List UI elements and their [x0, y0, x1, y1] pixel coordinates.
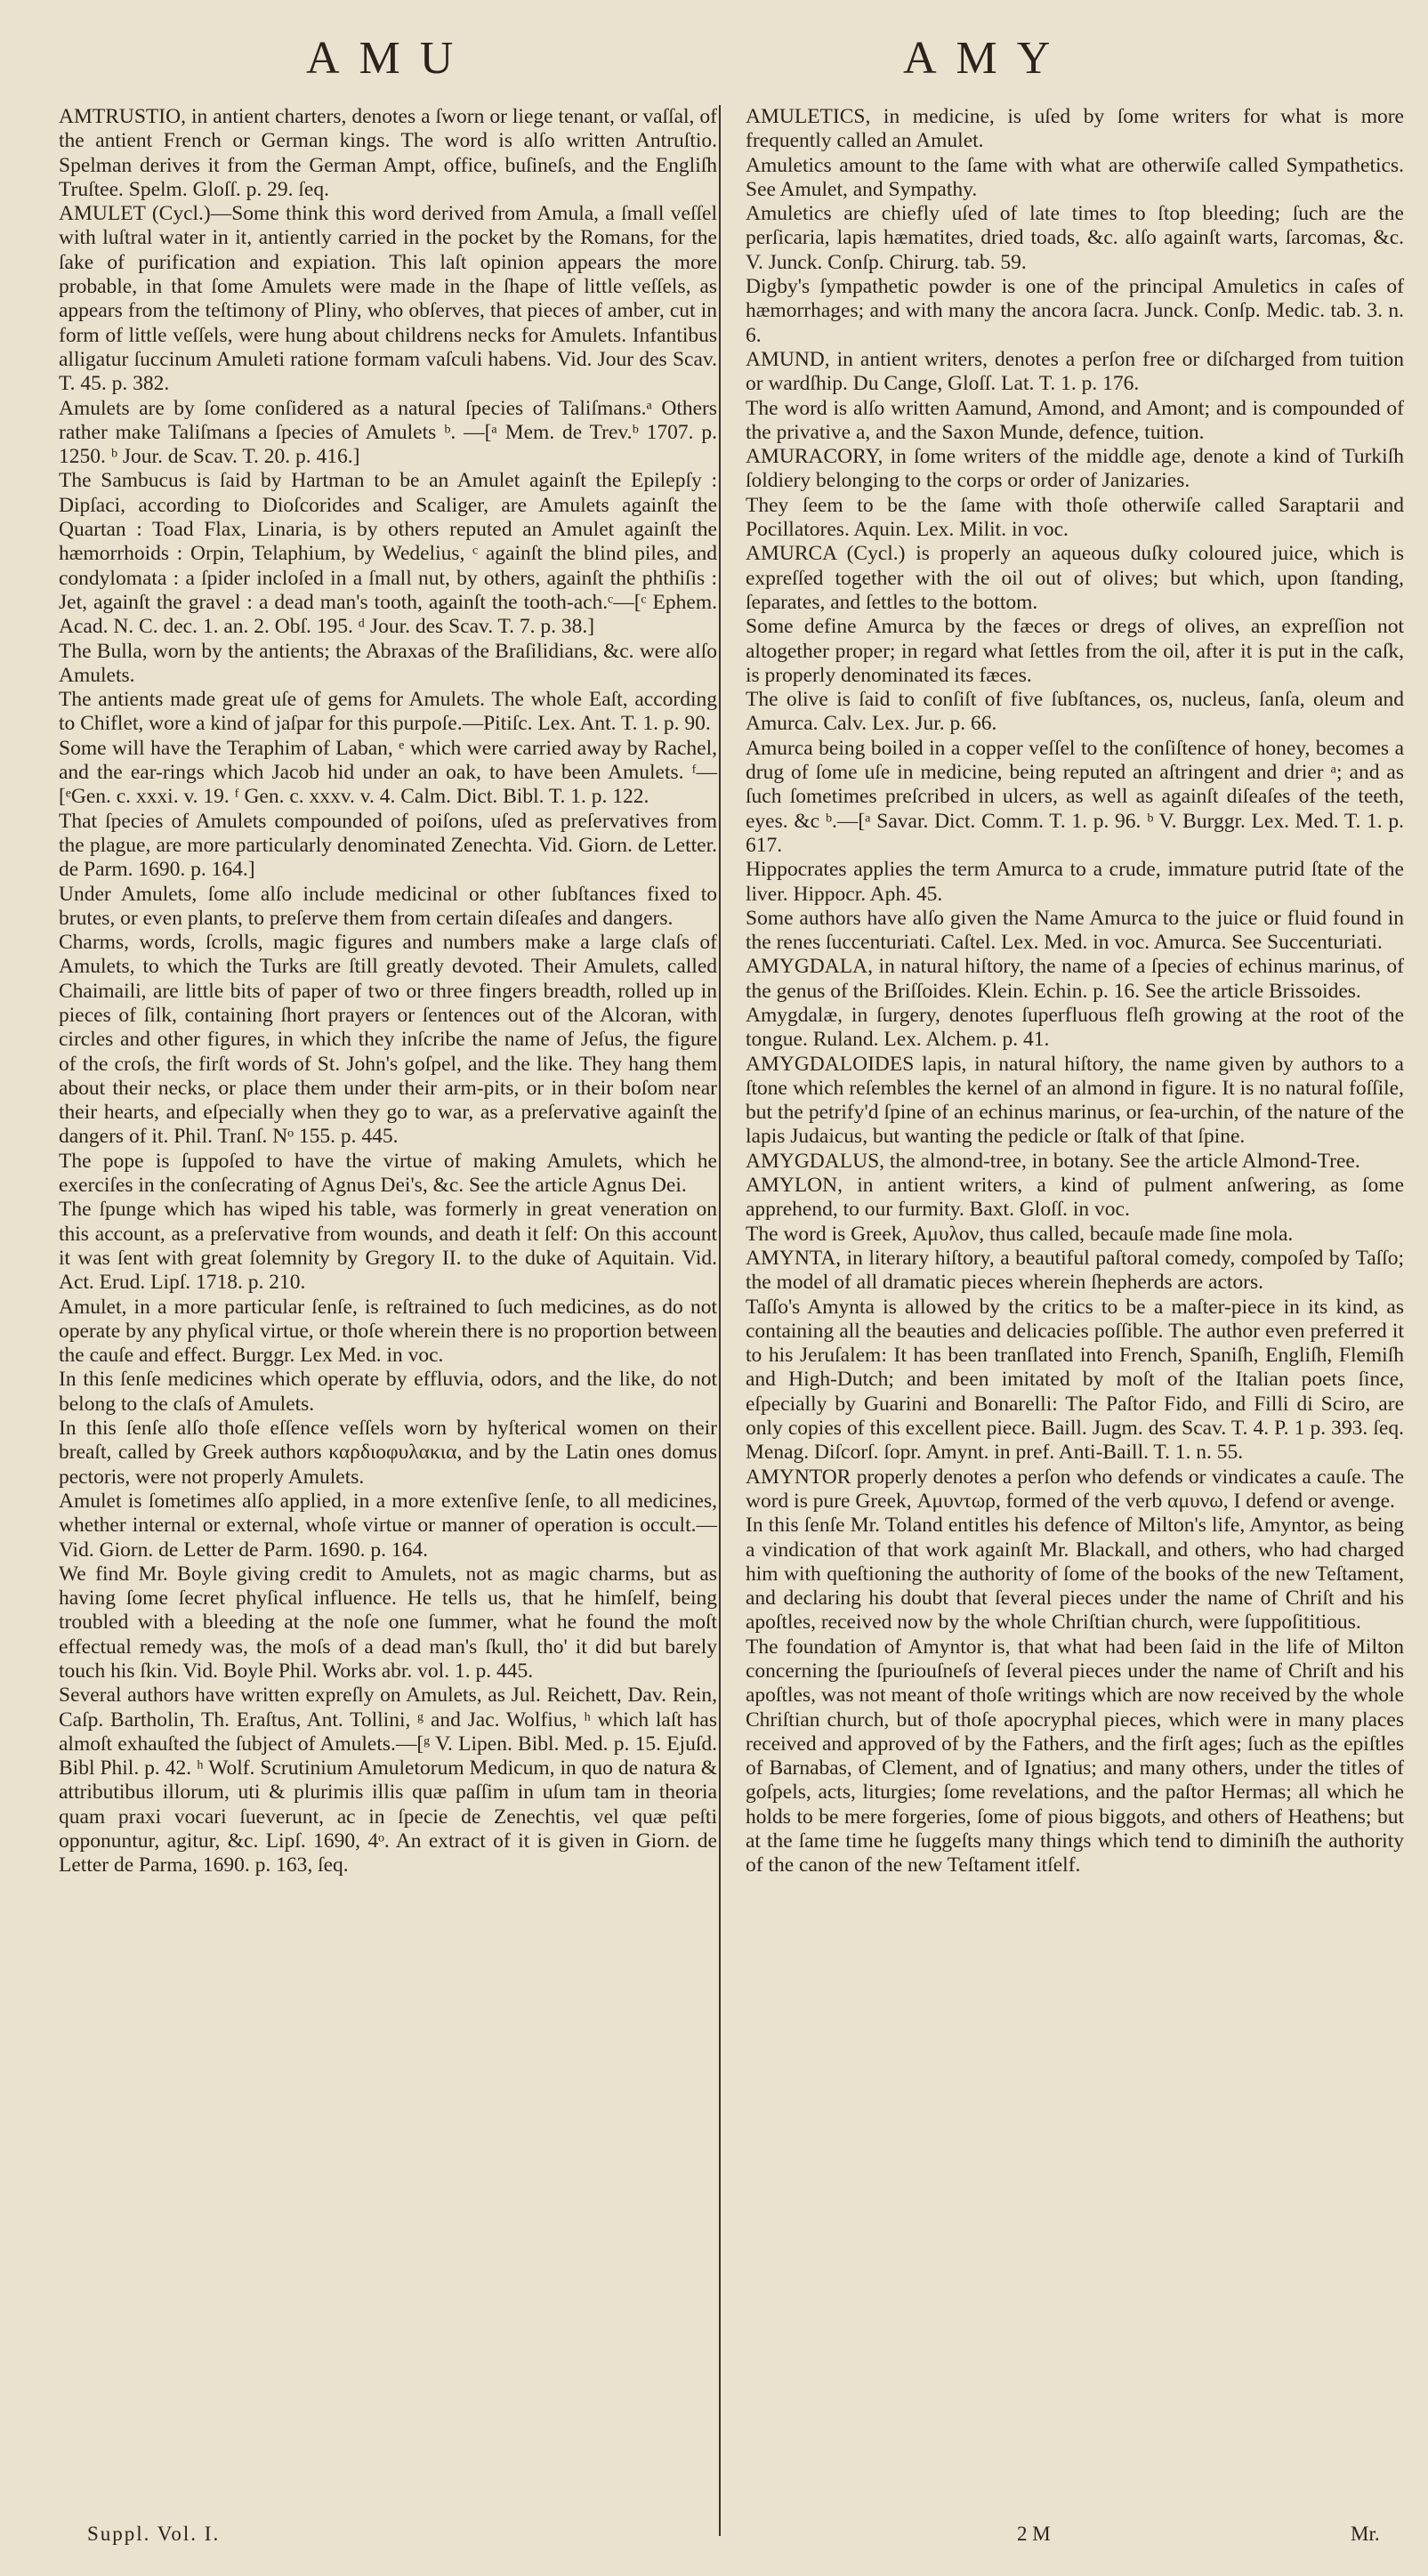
entry-amynta: AMYNTA, in literary hiſtory, a beautiful paſtoral comedy, compoſed by Taſſo; the model of all dramatic pieces wherein ſhepherds are actors.: [746, 1246, 1404, 1295]
paragraph: The pope is ſuppoſed to have the virtue of making Amulets, which he exerciſes in the conſecrating of Agnus Dei's, &c. See the article Agnus Dei.: [59, 1149, 717, 1198]
entry-amyntor: AMYNTOR properly denotes a perſon who defends or vindicates a cauſe. The word is pure Greek, Αμυντωρ, formed of the verb αμυνω, I defend or avenge.: [746, 1465, 1404, 1513]
paragraph: Amulet, in a more particular ſenſe, is reſtrained to ſuch medicines, as do not operate by any phyſical virtue, or thoſe wherein there is no proportion between the cauſe and effect. Burggr. Lex Med. in voc.: [59, 1295, 717, 1368]
paragraph: The Bulla, worn by the antients; the Abraxas of the Braſilidians, &c. were alſo Amulets.: [59, 639, 717, 687]
paragraph: Digby's ſympathetic powder is one of the principal Amuletics in caſes of hæmorrhages; and with many the ancora ſacra. Junck. Conſp. Medic. tab. 3. n. 6.: [746, 275, 1404, 347]
paragraph: In this ſenſe alſo thoſe eſſence veſſels worn by hyſterical women on their breaſt, called by Greek authors καρδιοφυλακια, and by the Latin ones domus pectoris, were not properly Amulets.: [59, 1417, 717, 1489]
entry-amygdalus: AMYGDALUS, the almond-tree, in botany. See the article Almond-Tree.: [746, 1149, 1360, 1173]
entry-amurca: AMURCA (Cycl.) is properly an aqueous duſky coloured juice, which is expreſſed together with the oil out of olives; but which, upon ſtanding, ſeparates, and ſettles to the bottom.: [746, 542, 1404, 614]
paragraph: Amuletics are chiefly uſed of late times to ſtop bleeding; ſuch are the perſicaria, lapis hæmatites, dried toads, &c. alſo againſt warts, ſarcomas, &c. V. Junck. Conſp. Chirurg. tab. 59.: [746, 202, 1404, 274]
running-head-right: AMY: [903, 33, 1070, 84]
entry-amuracory: AMURACORY, in ſome writers of the middle age, denote a kind of Turkiſh ſoldiery belonging to the corps or order of Janizaries.: [746, 445, 1404, 493]
right-column: [746, 105, 1404, 1878]
volume-footer: Suppl. Vol. I.: [87, 2523, 221, 2545]
catchword: Mr.: [1351, 2523, 1380, 2545]
paragraph: Amulets are by ſome conſidered as a natural ſpecies of Taliſmans.ᵃ Others rather make Taliſmans a ſpecies of Amulets ᵇ. —[ᵃ Mem. de Trev.ᵇ 1707. p. 1250. ᵇ Jour. de Scav. T. 20. p. 416.]: [59, 396, 717, 469]
left-column: [59, 105, 717, 1878]
paragraph: Amulet is ſometimes alſo applied, in a more extenſive ſenſe, to all medicines, whether internal or external, whoſe virtue or manner of operation is occult.—Vid. Giorn. de Letter de Parm. 1690. p. 164.: [59, 1489, 717, 1562]
entry-amygdala: AMYGDALA, in natural hiſtory, the name of a ſpecies of echinus marinus, of the genus of the Briſſoides. Klein. Echin. p. 16. See the article Brissoides.: [746, 955, 1404, 1003]
running-head-left: AMU: [306, 33, 473, 84]
paragraph: Several authors have written expreſly on Amulets, as Jul. Reichett, Dav. Rein, Caſp. Bartholin, Th. Eraſtus, Ant. Tollini, ᵍ and Jac. Wolfius, ʰ which laſt has almoſt exhauſted the ſubject of Amulets.—[ᵍ V. Lipen. Bibl. Med. p. 15. Ejuſd. Bibl Phil. p. 42. ʰ Wolf. Scrutinium Amuletorum Medicum, in quo de natura & attributibus illorum, uti & plurimis illis quæ paſſim in uſum tam in theoria quam praxi vocari ſueverunt, ac in ſpecie de Zenechtis, vel quæ peſti opponuntur, agitur, &c. Lipſ. 1690, 4ᵒ. An extract of it is given in Giorn. de Letter de Parma, 1690. p. 163, ſeq.: [59, 1684, 717, 1877]
paragraph: The Sambucus is ſaid by Hartman to be an Amulet againſt the Epilepſy : Dipſaci, according to Dioſcorides and Scaliger, are Amulets againſt the Quartan : Toad Flax, Linaria, is by others reputed an Amulet againſt the hæmorrhoids : Orpin, Telaphium, by Wedelius, ᶜ againſt the blind piles, and condylomata : a ſpider incloſed in a ſmall nut, by others, againſt the phthiſis : Jet, againſt the gravel : a dead man's tooth, againſt the tooth-ach.ᶜ—[ᶜ Ephem. Acad. N. C. dec. 1. an. 2. Obſ. 195. ᵈ Jour. des Scav. T. 7. p. 38.]: [59, 469, 717, 639]
paragraph: The antients made great uſe of gems for Amulets. The whole Eaſt, according to Chiflet, wore a kind of jaſpar for this purpoſe.—Pitiſc. Lex. Ant. T. 1. p. 90.: [59, 688, 717, 736]
paragraph: They ſeem to be the ſame with thoſe otherwiſe called Saraptarii and Pocillatores. Aquin. Lex. Milit. in voc.: [746, 493, 1404, 542]
paragraph: The word is alſo written Aamund, Amond, and Amont; and is compounded of the privative a, and the Saxon Munde, defence, tuition.: [746, 396, 1404, 444]
entry-amund: AMUND, in antient writers, denotes a perſon free or diſcharged from tuition or wardſhip. Du Cange, Gloſſ. Lat. T. 1. p. 176.: [746, 347, 1404, 396]
paragraph: Charms, words, ſcrolls, magic figures and numbers make a large claſs of Amulets, to which the Turks are ſtill greatly devoted. Their Amulets, called Chaimaili, are little bits of paper of two or three fingers breadth, rolled up in pieces of ſilk, containing ſhort prayers or ſentences out of the Alcoran, with circles and other figures, in which they inſcribe the name of Jeſus, the figure of the croſs, the firſt words of St. John's goſpel, and the like. They hang them about their necks, or place them under their arm-pits, or in their boſom near their hearts, and eſpecially when they go to war, as a preſervative againſt the dangers of it. Phil. Tranſ. Nᵒ 155. p. 445.: [59, 931, 717, 1149]
paragraph: Hippocrates applies the term Amurca to a crude, immature putrid ſtate of the liver. Hippocr. Aph. 45.: [746, 858, 1404, 906]
paragraph: Amurca being boiled in a copper veſſel to the conſiſtence of honey, becomes a drug of ſome uſe in medicine, being reputed an aſtringent and drier ᵃ; and as ſuch ſometimes preſcribed in ulcers, as well as againſt diſeaſes of the teeth, eyes. &c ᵇ.—[ᵃ Savar. Dict. Comm. T. 1. p. 96. ᵇ V. Burggr. Lex. Med. T. 1. p. 617.: [746, 736, 1404, 857]
paragraph: We find Mr. Boyle giving credit to Amulets, not as magic charms, but as having ſome ſecret phyſical influence. He tells us, that he himſelf, being troubled with a bleeding at the noſe one ſummer, what he found the moſt effectual remedy was, the moſs of a dead man's ſkull, tho' it did but barely touch his ſkin. Vid. Boyle Phil. Works abr. vol. 1. p. 445.: [59, 1562, 717, 1683]
paragraph: Some will have the Teraphim of Laban, ᵉ which were carried away by Rachel, and the ear-rings which Jacob hid under an oak, to have been Amulets. ᶠ—[ᵉGen. c. xxxi. v. 19. ᶠ Gen. c. xxxv. v. 4. Calm. Dict. Bibl. T. 1. p. 122.: [59, 736, 717, 809]
paragraph: The foundation of Amyntor is, that what had been ſaid in the life of Milton concerning the ſpuriouſneſs of ſeveral pieces under the name of Chriſt and his apoſtles, was not meant of thoſe writings which are now received by the whole Chriſtian church, but of thoſe apocryphal pieces, which were in many places received and approved of by the Fathers, and the firſt ages; ſuch as the epiſtles of Barnabas, of Clement, and of Ignatius; and many others, under the titles of goſpels, acts, liturgies; ſome revelations, and the paſtor Hermas; all which he holds to be mere forgeries, ſome of pious biggots, and others of Heathens; but at the ſame time he ſuggeſts many things which tend to diminiſh the authority of the canon of the new Teſtament itſelf.: [746, 1635, 1404, 1877]
entry-amulet: AMULET (Cycl.)—Some think this word derived from Amula, a ſmall veſſel with luſtral water in it, antiently carried in the pocket by the Romans, for the ſake of purification and expiation. This laſt opinion appears the more probable, in that ſome Amulets were made in the ſhape of little veſſels, as appears from the teſtimony of Pliny, who obſerves, that pieces of amber, cut in form of little veſſels, were hung about childrens necks for Amulets. Infantibus alligatur ſuccinum Amuleti ratione formam vaſculi habens. Vid. Jour des Scav. T. 45. p. 382.: [59, 202, 717, 396]
paragraph: In this ſenſe Mr. Toland entitles his defence of Milton's life, Amyntor, as being a vindication of that work againſt Mr. Blackall, and others, who had charged him with queſtioning the authority of ſome of the books of the new Teſtament, and declaring his doubt that ſeveral pieces under the name of Chriſt and his apoſtles, received now by the whole Chriſtian church, were ſuppoſititious.: [746, 1514, 1404, 1635]
paragraph: Under Amulets, ſome alſo include medicinal or other ſubſtances fixed to brutes, or even plants, to preſerve them from certain diſeaſes and dangers.: [59, 882, 717, 930]
paragraph: Amuletics amount to the ſame with what are otherwiſe called Sympathetics. See Amulet, and Sympathy.: [746, 153, 1404, 201]
paragraph: The olive is ſaid to conſiſt of five ſubſtances, os, nucleus, ſanſa, oleum and Amurca. Calv. Lex. Jur. p. 66.: [746, 688, 1404, 736]
entry-amtrustio: AMTRUSTIO, in antient charters, denotes a ſworn or liege tenant, or vaſſal, of the antient French or German kings. The word is alſo written Antruſtio. Spelman derives it from the German Ampt, office, buſineſs, and the Engliſh Truſtee. Spelm. Gloſſ. p. 29. ſeq.: [59, 105, 717, 201]
signature-mark: 2 M: [1017, 2523, 1051, 2545]
entry-amygdaloides: AMYGDALOIDES lapis, in natural hiſtory, the name given by authors to a ſtone which reſembles the kernel of an almond in figure. It is no natural foſſile, but the petrify'd ſpine of an echinus marinus, or ſea-urchin, of the nature of the lapis Judaicus, but wanting the pedicle or ſtalk of that ſpine.: [746, 1052, 1404, 1149]
paragraph: The ſpunge which has wiped his table, was formerly in great veneration on this account, as a preſervative from wounds, and death it ſelf: On this account it was ſent with great ſolemnity by Gregory II. to the duke of Aquitain. Vid. Act. Erud. Lipſ. 1718. p. 210.: [59, 1198, 717, 1295]
entry-amygdalae: Amygdalæ, in ſurgery, denotes ſuperfluous fleſh growing at the root of the tongue. Ruland. Lex. Alchem. p. 41.: [746, 1003, 1404, 1052]
paragraph: Some authors have alſo given the Name Amurca to the juice or fluid found in the renes ſuccenturiati. Caſtel. Lex. Med. in voc. Amurca. See Succenturiati.: [746, 906, 1404, 955]
paragraph: Some define Amurca by the fæces or dregs of olives, an expreſſion not altogether proper; in regard what ſettles from the oil, after it is put in the caſk, is properly denominated its fæces.: [746, 615, 1404, 687]
entry-amylon: AMYLON, in antient writers, a kind of pulment anſwering, as ſome apprehend, to our furmity. Baxt. Gloſſ. in voc.: [746, 1174, 1404, 1222]
paragraph: That ſpecies of Amulets compounded of poiſons, uſed as preſervatives from the plague, are more particularly denominated Zenechta. Vid. Giorn. de Letter. de Parm. 1690. p. 164.]: [59, 809, 717, 882]
paragraph: In this ſenſe medicines which operate by effluvia, odors, and the like, do not belong to the claſs of Amulets.: [59, 1368, 717, 1416]
paragraph: Taſſo's Amynta is allowed by the critics to be a maſter-piece in its kind, as containing all the beauties and delicacies poſſible. The author even preferred it to his Jeruſalem: It has been tranſlated into French, Spaniſh, Engliſh, Flemiſh and High-Dutch; and been imitated by moſt of the Italian poets ſince, eſpecially by Guarini and Bonarelli: The Paſtor Fido, and Filli di Sciro, are only copies of this excellent piece. Baill. Jugm. des Scav. T. 4. P. 1 p. 393. ſeq. Menag. Diſcorſ. ſopr. Amynt. in pref. Anti-Baill. T. 1. n. 55.: [746, 1295, 1404, 1465]
column-rule: [719, 105, 721, 2536]
paragraph: The word is Greek, Αμυλον, thus called, becauſe made ſine mola.: [746, 1222, 1294, 1246]
entry-amuletics: AMULETICS, in medicine, is uſed by ſome writers for what is more frequently called an Amulet.: [746, 105, 1404, 153]
